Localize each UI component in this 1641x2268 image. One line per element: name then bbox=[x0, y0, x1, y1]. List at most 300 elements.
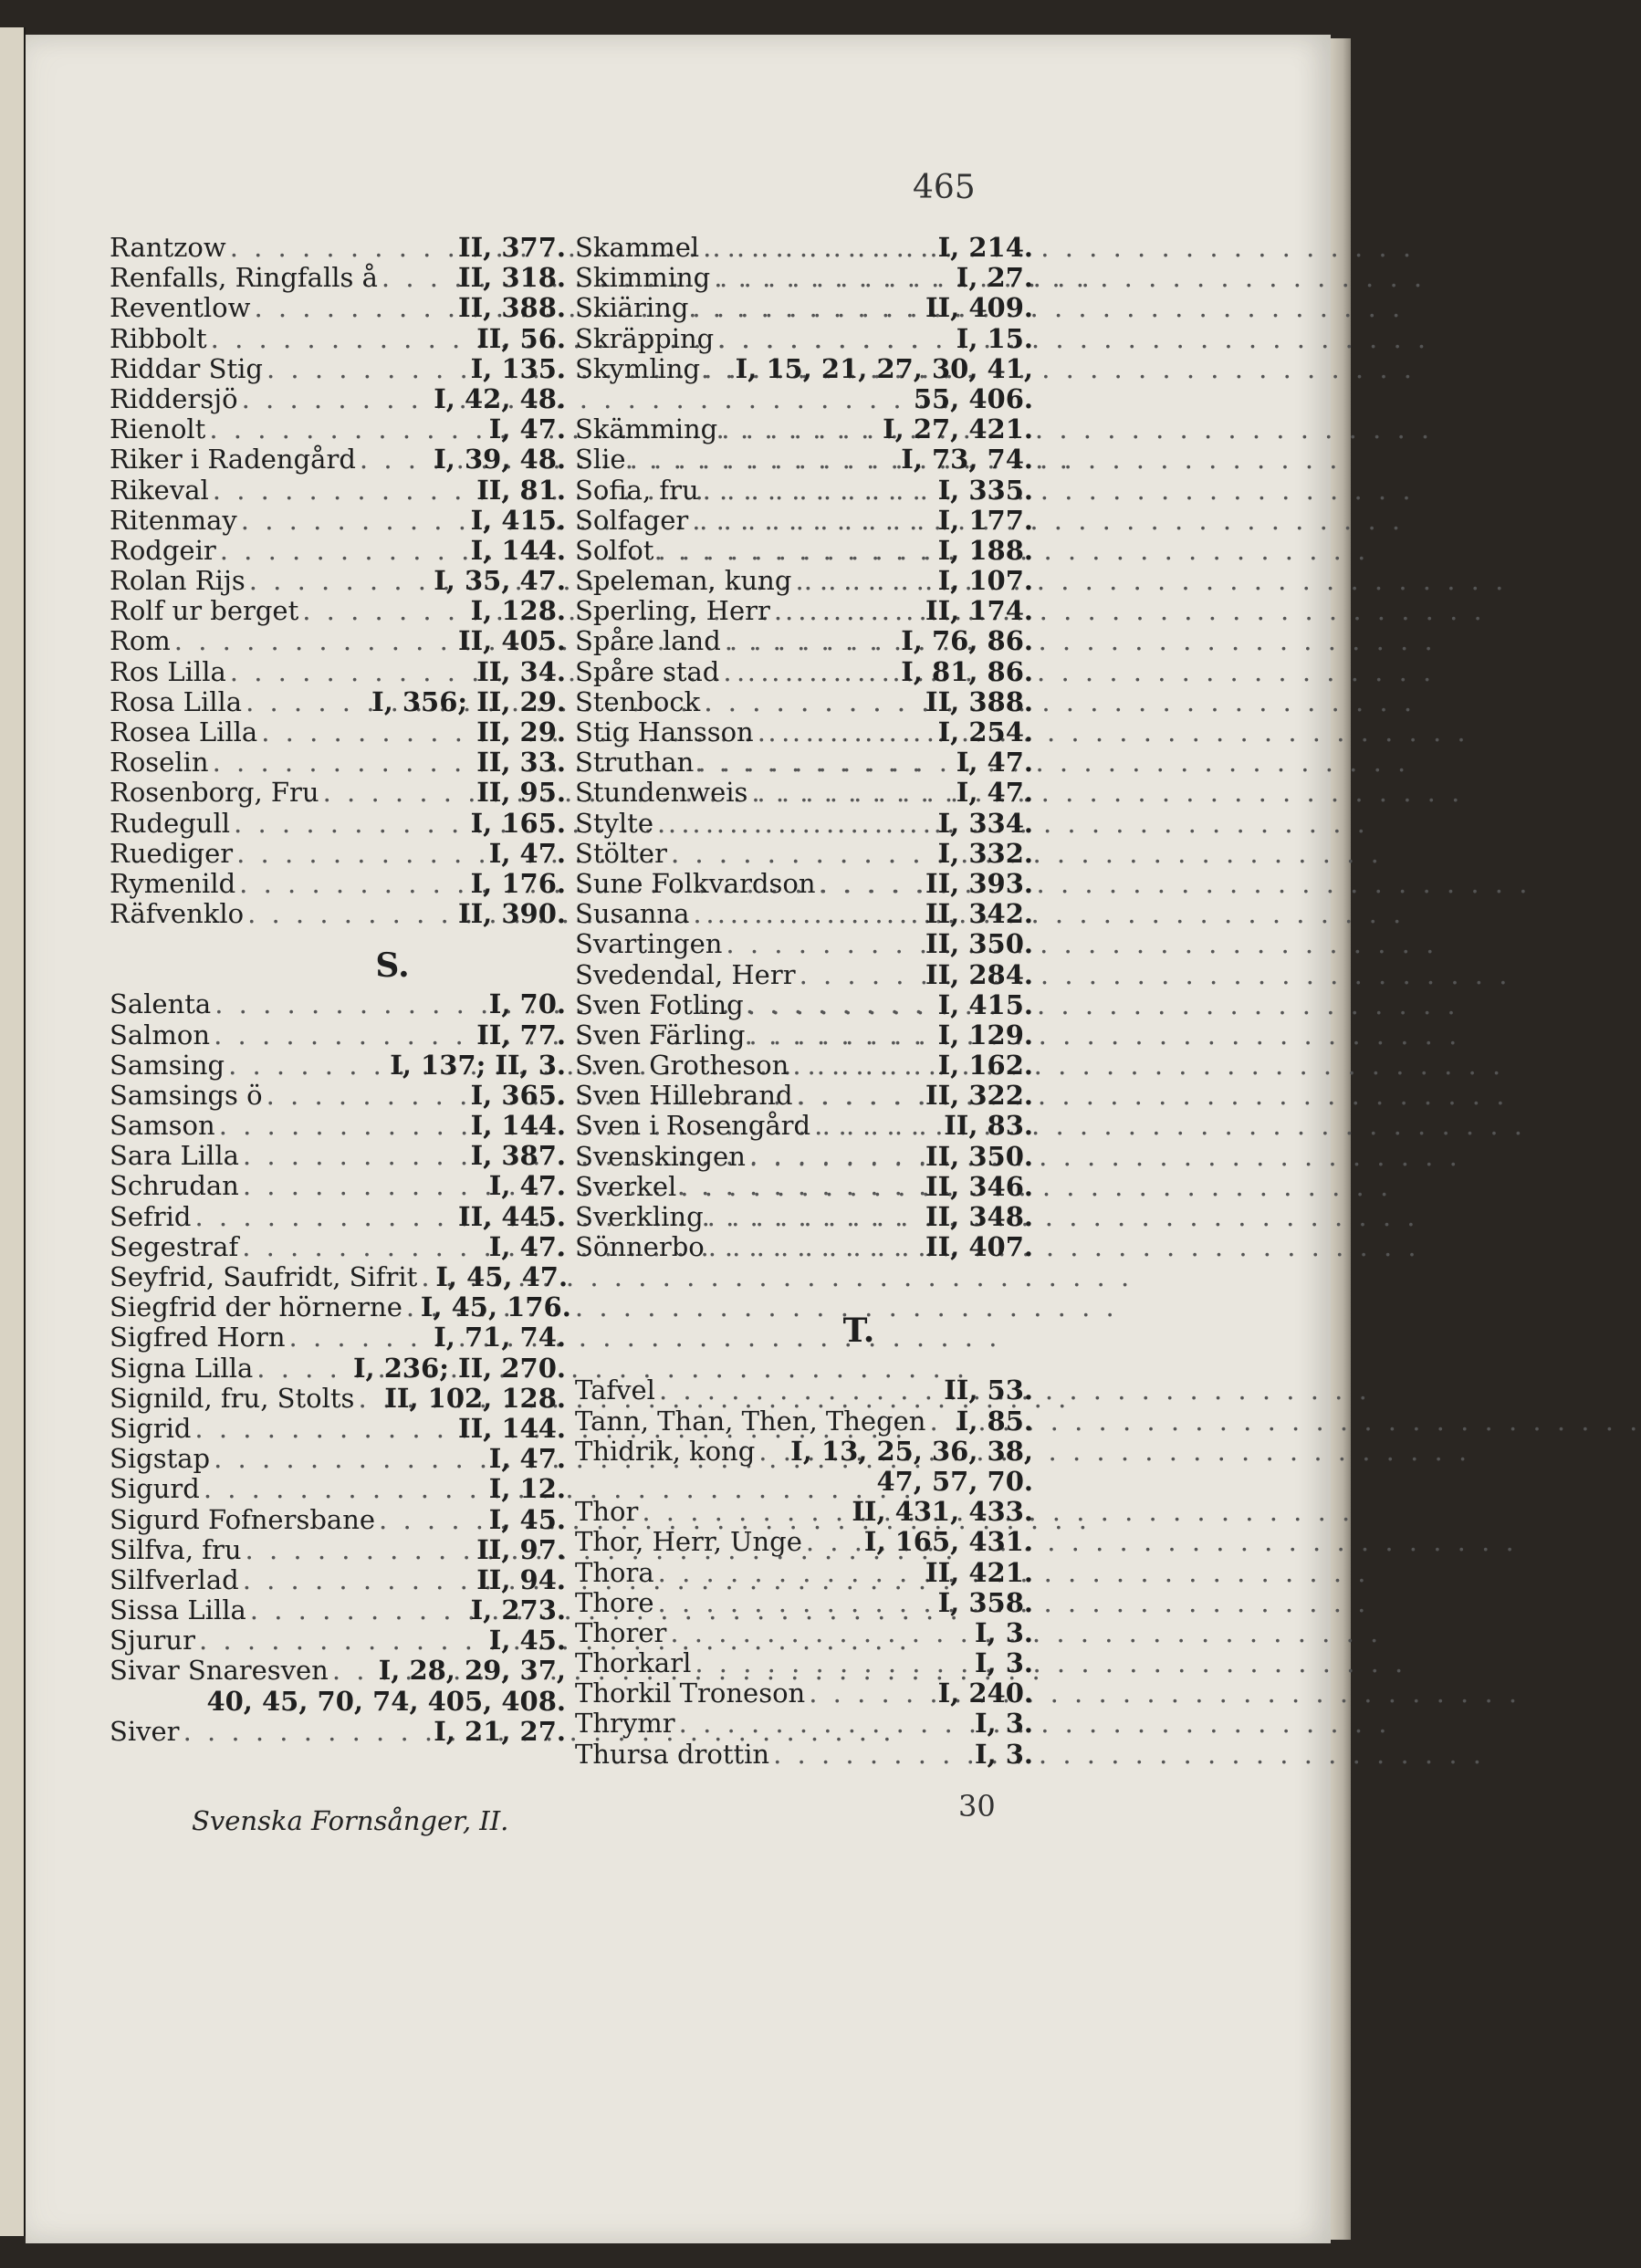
index-entry bbox=[110, 1444, 566, 1474]
leader-dots bbox=[806, 1527, 861, 1557]
entry-name: Rolan Rijs bbox=[110, 565, 246, 597]
entry-name: Rienolt bbox=[110, 413, 206, 445]
entry-name: Silfverlad bbox=[110, 1563, 239, 1595]
entry-name: Sune Folkvardson bbox=[575, 867, 816, 899]
index-entry bbox=[575, 1050, 1033, 1081]
entry-reference: II, 393. bbox=[925, 867, 1033, 899]
leader-dots bbox=[630, 444, 898, 475]
index-entry bbox=[575, 1202, 1033, 1232]
entry-reference: I, 73, 74. bbox=[901, 444, 1033, 476]
index-entry bbox=[575, 929, 1033, 959]
entry-reference: I, 39, 48. bbox=[434, 444, 566, 476]
entries-s-continued bbox=[575, 233, 1033, 1262]
entry-reference: II, 56. bbox=[476, 322, 566, 354]
entry-reference: II, 53. bbox=[944, 1374, 1033, 1406]
entry-name: Sven Fotling bbox=[575, 988, 744, 1020]
entry-name: Tann, Than, Then, Thegen bbox=[575, 1405, 926, 1437]
leader-dots bbox=[247, 899, 455, 929]
entry-reference: I, 387. bbox=[470, 1140, 566, 1172]
index-entry bbox=[110, 809, 566, 839]
entry-name: Rymenild bbox=[110, 867, 236, 899]
index-entry bbox=[110, 626, 566, 656]
entry-reference: I, 71, 74. bbox=[434, 1322, 566, 1353]
entry-reference: II, 77. bbox=[476, 1019, 566, 1050]
entry-reference: II, 388. bbox=[458, 292, 566, 324]
leader-dots bbox=[239, 869, 466, 899]
leader-dots bbox=[704, 687, 922, 717]
index-entry bbox=[575, 1558, 1033, 1588]
index-entry bbox=[110, 1535, 566, 1565]
entry-name: Sven i Rosengård bbox=[575, 1110, 811, 1142]
entry-reference: II, 405. bbox=[458, 625, 566, 657]
entry-name: Sigstap bbox=[110, 1443, 211, 1475]
entry-reference: I, 81, 86. bbox=[901, 655, 1033, 687]
entry-reference: I, 365. bbox=[470, 1079, 566, 1111]
entry-reference: I, 47. bbox=[488, 837, 566, 869]
entry-name: Räfvenklo bbox=[110, 898, 245, 930]
leader-dots bbox=[358, 1384, 381, 1414]
index-entry bbox=[575, 1111, 1033, 1141]
index-entry bbox=[110, 293, 566, 323]
entry-name: Signild, fru, Stolts bbox=[110, 1382, 355, 1414]
index-entry bbox=[110, 263, 566, 293]
leader-dots bbox=[323, 778, 474, 808]
entry-reference: I, 76, 86. bbox=[901, 625, 1033, 657]
entry-name: Renfalls, Ringfalls å bbox=[110, 262, 378, 294]
entry-name: Segestraf bbox=[110, 1230, 239, 1262]
index-entry bbox=[575, 293, 1033, 323]
entry-name: Sefrid bbox=[110, 1200, 192, 1232]
entry-reference: I, 21, 27. bbox=[434, 1715, 566, 1747]
entry-name: Thor, Herr, Unge bbox=[575, 1526, 802, 1558]
index-entry bbox=[110, 596, 566, 626]
index-entry bbox=[110, 1565, 566, 1595]
leader-dots bbox=[214, 1444, 486, 1474]
leader-dots bbox=[209, 414, 485, 444]
entry-reference: II, 348. bbox=[925, 1201, 1033, 1232]
leader-dots bbox=[748, 1020, 934, 1050]
index-entry bbox=[575, 324, 1033, 354]
index-entry bbox=[110, 778, 566, 808]
index-entry bbox=[575, 657, 1033, 687]
entry-name: Thore bbox=[575, 1586, 654, 1618]
index-entry bbox=[110, 1050, 566, 1081]
leader-dots bbox=[246, 687, 368, 717]
index-entry bbox=[575, 1618, 1033, 1648]
entry-reference: II, 421. bbox=[925, 1556, 1033, 1588]
leader-dots bbox=[267, 1081, 467, 1111]
entry-name: Svartingen bbox=[575, 928, 723, 960]
entry-name: Sofia, fru bbox=[575, 474, 699, 506]
index-entry bbox=[575, 869, 1033, 899]
entries-r bbox=[110, 233, 566, 929]
leader-dots bbox=[243, 1141, 467, 1171]
entry-reference: I, 129. bbox=[937, 1019, 1033, 1050]
index-entry bbox=[575, 1406, 1033, 1437]
entry-reference: I, 356; II, 29. bbox=[371, 685, 566, 717]
entry-name: Salmon bbox=[110, 1019, 211, 1050]
leader-dots bbox=[360, 444, 430, 475]
index-entry bbox=[110, 1474, 566, 1504]
entry-reference: I, 12. bbox=[488, 1473, 566, 1505]
entry-reference: I, 45. bbox=[488, 1625, 566, 1657]
leader-dots bbox=[774, 596, 922, 626]
index-entry bbox=[110, 506, 566, 536]
entry-reference: I, 15. bbox=[956, 322, 1033, 354]
entry-reference: I, 135. bbox=[470, 352, 566, 384]
entry-name: Slie bbox=[575, 444, 626, 476]
index-entry bbox=[110, 444, 566, 475]
index-entry bbox=[575, 1648, 1033, 1678]
entry-name: Stenbock bbox=[575, 685, 701, 717]
index-entry bbox=[575, 809, 1033, 839]
entry-reference: II, 390. bbox=[458, 898, 566, 930]
leader-dots bbox=[671, 839, 935, 869]
leader-dots bbox=[228, 1050, 386, 1081]
index-entry bbox=[575, 506, 1033, 536]
entry-reference: II, 81. bbox=[476, 474, 566, 506]
section-heading-t: T. bbox=[842, 1312, 875, 1351]
entry-name: Skiäring bbox=[575, 292, 689, 324]
entry-name: Struthan bbox=[575, 747, 695, 779]
entry-reference: II, 95. bbox=[476, 777, 566, 809]
index-entry bbox=[575, 747, 1033, 778]
index-entry bbox=[575, 1709, 1033, 1739]
leader-dots bbox=[183, 1717, 431, 1747]
index-entry bbox=[110, 414, 566, 444]
entry-reference: I, 137; II, 3. bbox=[390, 1049, 566, 1081]
entry-reference: I, 47. bbox=[488, 413, 566, 445]
entry-reference: I, 45. bbox=[488, 1503, 566, 1535]
entry-reference: II, 342. bbox=[925, 898, 1033, 930]
entry-reference: I, 165. bbox=[470, 807, 566, 839]
entry-reference: I, 3. bbox=[974, 1708, 1033, 1740]
index-entry bbox=[575, 1142, 1033, 1172]
index-entry bbox=[110, 839, 566, 869]
leader-dots bbox=[773, 1740, 971, 1770]
right-column bbox=[575, 233, 1033, 1770]
index-entry bbox=[575, 536, 1033, 566]
leader-dots bbox=[174, 626, 455, 656]
entry-reference: I, 107. bbox=[937, 565, 1033, 597]
leader-dots bbox=[692, 506, 934, 536]
entry-name: Thorer bbox=[575, 1616, 667, 1648]
entry-reference: I, 188. bbox=[937, 534, 1033, 566]
leader-dots bbox=[254, 293, 455, 323]
index-entry bbox=[575, 1172, 1033, 1202]
left-column bbox=[110, 232, 571, 1747]
entry-name: Sönnerbo bbox=[575, 1231, 705, 1263]
entry-reference: I, 3. bbox=[974, 1647, 1033, 1679]
signature-mark: 30 bbox=[958, 1789, 996, 1824]
entry-reference: I, 45, 176. bbox=[420, 1291, 571, 1323]
leader-dots bbox=[642, 1497, 848, 1527]
entry-reference: II, 144. bbox=[458, 1412, 566, 1444]
entry-name: Stölter bbox=[575, 837, 667, 869]
index-entry bbox=[575, 687, 1033, 717]
entry-reference: II, 34. bbox=[476, 655, 566, 687]
entry-reference: I, 27. bbox=[956, 262, 1033, 294]
entry-reference: II, 377. bbox=[458, 232, 566, 263]
index-entry bbox=[110, 869, 566, 899]
entry-name: Sigurd Fofnersbane bbox=[110, 1503, 376, 1535]
index-entry bbox=[575, 899, 1033, 929]
index-entry bbox=[110, 687, 566, 717]
entry-reference: II, 318. bbox=[458, 262, 566, 294]
entry-name: Signa Lilla bbox=[110, 1352, 254, 1384]
leader-dots bbox=[382, 263, 455, 293]
entry-name: Rosea Lilla bbox=[110, 716, 258, 747]
entry-name: Spåre stad bbox=[575, 655, 720, 687]
index-entry bbox=[575, 990, 1033, 1020]
entry-name: Solfot bbox=[575, 534, 654, 566]
index-entry-continuation: 47, 57, 70. bbox=[876, 1465, 1033, 1497]
leader-dots bbox=[814, 1111, 940, 1141]
entry-name: Stig Hansson bbox=[575, 716, 754, 747]
index-entry bbox=[110, 657, 566, 687]
entry-name: Sigfred Horn bbox=[110, 1322, 286, 1353]
entry-reference: I, 47. bbox=[488, 1443, 566, 1475]
index-entry bbox=[575, 1437, 1033, 1467]
leader-dots bbox=[332, 1656, 375, 1686]
leader-dots bbox=[261, 717, 473, 747]
leader-dots bbox=[697, 747, 952, 778]
entry-reference: I, 415. bbox=[470, 504, 566, 536]
leader-dots bbox=[194, 1414, 455, 1444]
index-entry bbox=[575, 778, 1033, 808]
entry-reference: II, 407. bbox=[925, 1231, 1033, 1263]
entry-name: Rikeval bbox=[110, 474, 209, 506]
index-entry bbox=[575, 263, 1033, 293]
entry-reference: I, 47. bbox=[488, 1170, 566, 1202]
entry-name: Schrudan bbox=[110, 1170, 239, 1202]
entry-reference: I, 176. bbox=[470, 867, 566, 899]
leader-dots bbox=[695, 1648, 971, 1678]
leader-dots bbox=[751, 778, 952, 808]
entry-name: Sigrid bbox=[110, 1412, 192, 1444]
entry-reference: II, 388. bbox=[925, 685, 1033, 717]
leader-dots bbox=[219, 1111, 467, 1141]
entry-name: Sivar Snaresven bbox=[110, 1655, 329, 1687]
entry-name: Svedendal, Herr bbox=[575, 958, 796, 990]
leader-dots bbox=[250, 1595, 467, 1625]
leader-dots bbox=[726, 929, 922, 959]
entry-name: Riker i Radengård bbox=[110, 444, 356, 476]
leader-dots bbox=[659, 1375, 940, 1406]
entry-name: Skimming bbox=[575, 262, 711, 294]
leader-dots bbox=[242, 1232, 486, 1262]
entry-reference: II, 102, 128. bbox=[384, 1382, 566, 1414]
leader-dots bbox=[234, 809, 467, 839]
leader-dots bbox=[708, 1232, 922, 1262]
leader-dots bbox=[657, 809, 935, 839]
entry-name: Samsing bbox=[110, 1049, 225, 1081]
entry-name: Sperling, Herr bbox=[575, 595, 770, 627]
leader-dots bbox=[230, 233, 455, 263]
entry-reference: II, 350. bbox=[925, 928, 1033, 960]
entry-reference: I, 85. bbox=[956, 1405, 1033, 1437]
index-entry bbox=[575, 1588, 1033, 1618]
leader-dots bbox=[703, 476, 935, 506]
entry-reference: I, 254. bbox=[937, 716, 1033, 747]
index-entry bbox=[110, 1717, 566, 1747]
entry-reference: I, 162. bbox=[937, 1050, 1033, 1082]
leader-dots bbox=[680, 1172, 922, 1202]
entry-reference: I, 47. bbox=[956, 747, 1033, 779]
index-entry bbox=[110, 747, 566, 778]
index-entry bbox=[110, 476, 566, 506]
index-entry bbox=[110, 899, 566, 929]
entry-name: Sjurur bbox=[110, 1625, 195, 1657]
entry-reference: II, 431, 433. bbox=[852, 1496, 1033, 1528]
page-number: 465 bbox=[913, 169, 976, 206]
entry-name: Susanna bbox=[575, 898, 690, 930]
entry-name: Reventlow bbox=[110, 292, 251, 324]
leader-dots bbox=[194, 1202, 455, 1232]
leader-dots bbox=[243, 1171, 486, 1201]
index-entry bbox=[110, 1232, 566, 1262]
entry-name: Sven Hillebrand bbox=[575, 1080, 793, 1112]
entry-name: Sven Grotheson bbox=[575, 1050, 789, 1082]
index-entry bbox=[110, 536, 566, 566]
leader-dots bbox=[236, 839, 486, 869]
entry-name: Stylte bbox=[575, 807, 653, 839]
leader-dots bbox=[820, 869, 922, 899]
entry-name: Thorkil Troneson bbox=[575, 1677, 806, 1709]
entries-t bbox=[575, 1375, 1033, 1769]
index-entry bbox=[110, 566, 566, 596]
entry-name: Thor bbox=[575, 1496, 639, 1528]
leader-dots bbox=[692, 293, 922, 323]
entry-name: Thorkarl bbox=[575, 1647, 692, 1679]
entry-reference: I, 334. bbox=[937, 807, 1033, 839]
entry-name: Siegfrid der hörnerne bbox=[110, 1291, 402, 1323]
entry-reference: II, 29. bbox=[476, 716, 566, 747]
entry-name: Sissa Lilla bbox=[110, 1594, 246, 1626]
index-entry bbox=[575, 717, 1033, 747]
leader-dots bbox=[749, 1142, 922, 1172]
entry-reference: I, 144. bbox=[470, 534, 566, 566]
index-entry bbox=[110, 1171, 566, 1201]
entry-reference: II, 350. bbox=[925, 1140, 1033, 1172]
entry-name: Riddar Stig bbox=[110, 352, 263, 384]
entry-name: Samsings ö bbox=[110, 1079, 263, 1111]
footer-title: Svenska Fornsånger, II. bbox=[192, 1805, 509, 1836]
entry-reference: II, 409. bbox=[925, 292, 1033, 324]
entry-name: Rosenborg, Fru bbox=[110, 777, 319, 809]
entry-name: Siver bbox=[110, 1715, 180, 1747]
entry-reference: II, 322. bbox=[925, 1080, 1033, 1112]
leader-dots bbox=[230, 657, 473, 687]
leader-dots bbox=[289, 1322, 431, 1353]
leader-dots bbox=[421, 1262, 432, 1292]
entry-name: Sigurd bbox=[110, 1473, 200, 1505]
leader-dots bbox=[797, 1081, 922, 1111]
entry-name: Samson bbox=[110, 1110, 215, 1142]
entry-name: Roselin bbox=[110, 747, 209, 779]
leader-dots bbox=[241, 506, 467, 536]
entry-name: Silfva, fru bbox=[110, 1533, 242, 1565]
entry-name: Rolf ur berget bbox=[110, 595, 299, 627]
entry-name: Rudegull bbox=[110, 807, 231, 839]
leader-dots bbox=[747, 990, 935, 1020]
entry-reference: I, 236; II, 270. bbox=[352, 1352, 566, 1384]
leader-dots bbox=[721, 414, 879, 444]
entry-name: Skammel bbox=[575, 232, 700, 263]
leader-dots bbox=[246, 1535, 474, 1565]
entry-reference: II, 174. bbox=[925, 595, 1033, 627]
entry-reference: I, 3. bbox=[974, 1616, 1033, 1648]
entry-name: Solfager bbox=[575, 504, 689, 536]
leader-dots bbox=[703, 233, 934, 263]
entry-name: Rom bbox=[110, 625, 171, 657]
entry-reference: I, 165, 431. bbox=[863, 1526, 1033, 1558]
index-entry bbox=[575, 414, 1033, 444]
entry-reference: I, 214. bbox=[937, 232, 1033, 263]
entry-name: Sara Lilla bbox=[110, 1140, 239, 1172]
entry-reference: I, 47. bbox=[956, 777, 1033, 809]
entry-reference: I, 47. bbox=[488, 1230, 566, 1262]
entry-name: Thrymr bbox=[575, 1708, 675, 1740]
entry-reference: I, 15, 21, 27, 30, 41, bbox=[735, 352, 1033, 384]
leader-dots bbox=[929, 1406, 952, 1437]
index-entry bbox=[110, 1384, 566, 1414]
leader-dots bbox=[214, 1020, 473, 1050]
entry-reference: II, 33. bbox=[476, 747, 566, 779]
entry-reference: I, 415. bbox=[937, 988, 1033, 1020]
index-entry bbox=[575, 839, 1033, 869]
leader-dots bbox=[809, 1678, 934, 1709]
entry-reference: I, 42, 48. bbox=[434, 382, 566, 414]
entry-reference: I, 28, 29, 37, bbox=[378, 1655, 566, 1687]
leader-dots bbox=[657, 536, 934, 566]
entry-reference: I, 358. bbox=[937, 1586, 1033, 1618]
leader-dots bbox=[249, 566, 430, 596]
index-entry bbox=[110, 1291, 571, 1323]
entry-reference: I, 13, 25, 36, 38, bbox=[790, 1435, 1033, 1467]
leader-dots bbox=[242, 384, 431, 414]
index-entry bbox=[575, 1081, 1033, 1111]
index-entry-continuation: 40, 45, 70, 74, 405, 408. bbox=[206, 1685, 566, 1717]
leader-dots bbox=[679, 1709, 971, 1739]
leader-dots bbox=[211, 324, 474, 354]
leader-dots bbox=[213, 476, 473, 506]
entry-reference: II, 94. bbox=[476, 1563, 566, 1595]
leader-dots bbox=[204, 1474, 486, 1504]
leader-dots bbox=[717, 324, 953, 354]
index-entry bbox=[110, 1020, 566, 1050]
entry-reference: I, 27, 421. bbox=[883, 413, 1033, 445]
entry-reference: I, 45, 47. bbox=[435, 1261, 569, 1292]
leader-dots bbox=[704, 354, 731, 384]
entry-reference: I, 144. bbox=[470, 1110, 566, 1142]
leader-dots bbox=[670, 1618, 971, 1648]
leader-dots bbox=[792, 1050, 934, 1081]
entry-reference: I, 332. bbox=[937, 837, 1033, 869]
leader-dots bbox=[267, 354, 467, 384]
entry-name: Tafvel bbox=[575, 1374, 655, 1406]
leader-dots bbox=[302, 596, 466, 626]
index-entry bbox=[110, 989, 566, 1019]
index-entry bbox=[110, 1111, 566, 1141]
entry-name: Ritenmay bbox=[110, 504, 237, 536]
index-entry-continuation: 55, 406. bbox=[913, 382, 1033, 414]
entry-name: Rosa Lilla bbox=[110, 685, 243, 717]
leader-dots bbox=[658, 1558, 922, 1588]
index-entry bbox=[575, 626, 1033, 656]
entry-name: Rantzow bbox=[110, 232, 226, 263]
index-entry bbox=[110, 1081, 566, 1111]
